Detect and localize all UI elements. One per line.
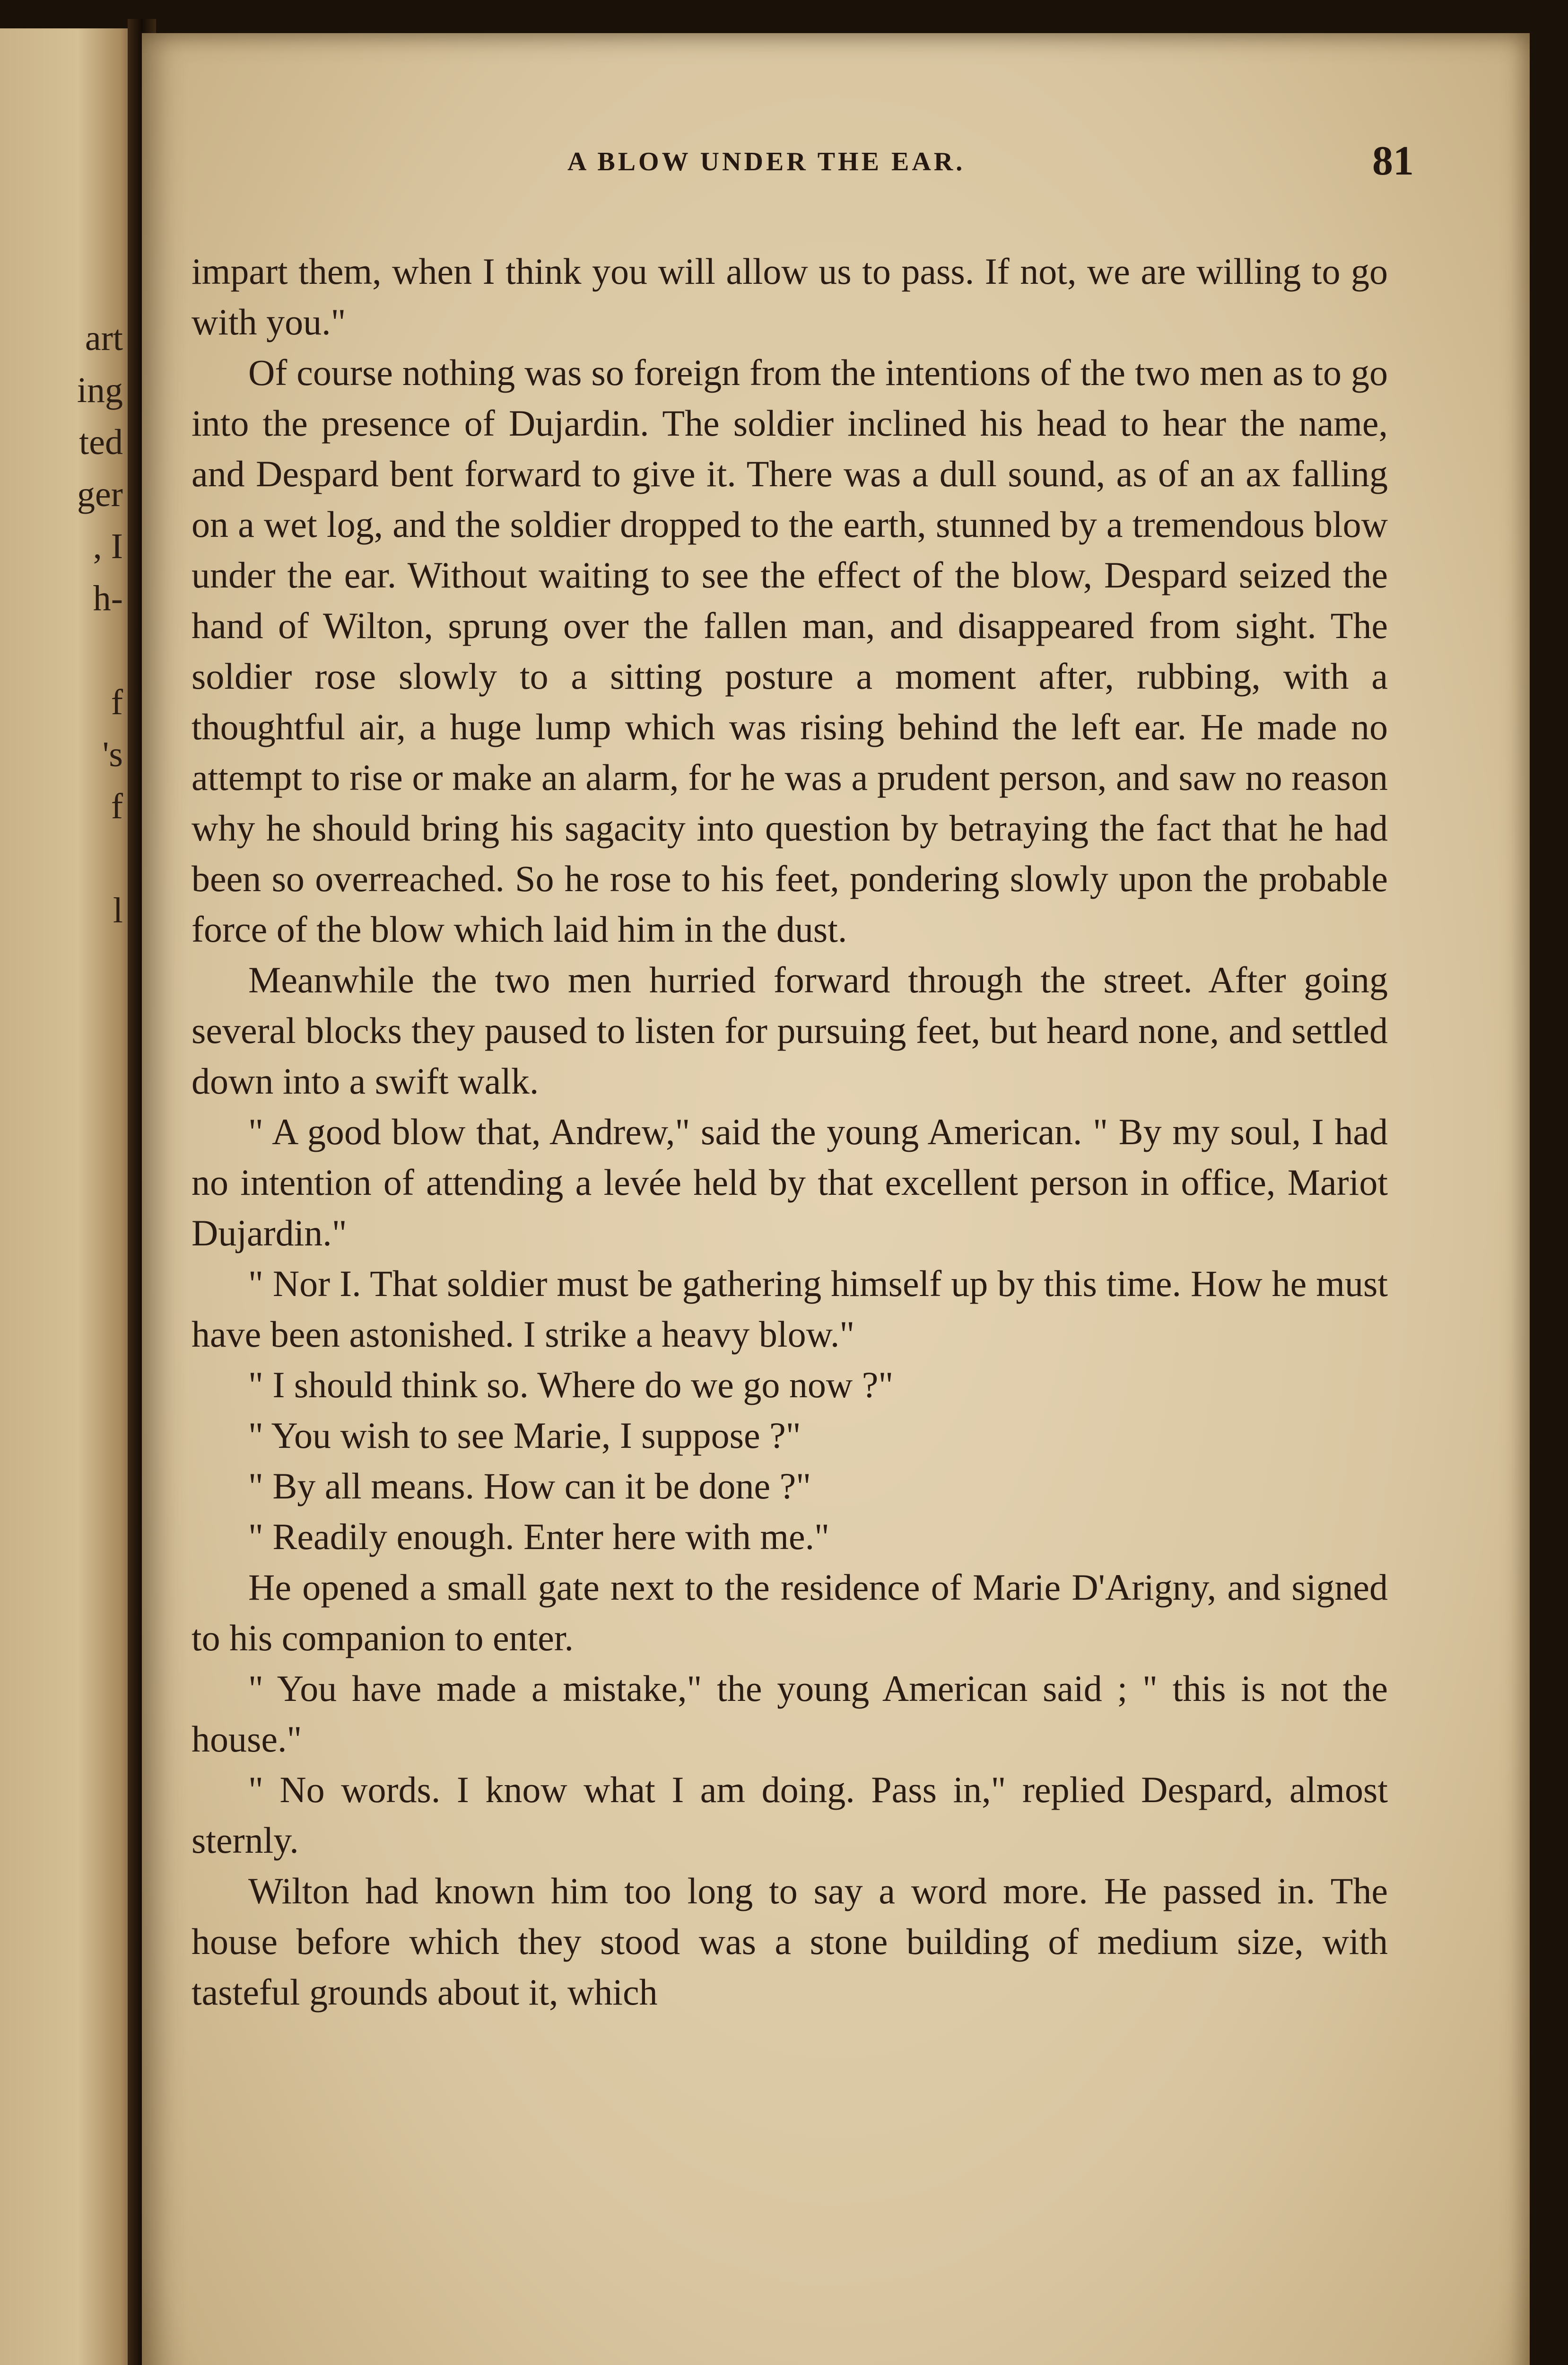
paragraph: " Readily enough. Enter here with me." <box>248 1516 829 1557</box>
body-text <box>192 246 1388 2017</box>
paragraph: He opened a small gate next to the residence of Marie D'Arigny, and signed to his companion to enter. <box>192 1567 1388 1658</box>
paragraph: " Nor I. That soldier must be gathering himself up by this time. How he must have been astonished. I strike a heavy blow." <box>192 1263 1388 1355</box>
paragraph: Wilton had known him too long to say a word more. He passed in. The house before which they stood was a stone building of medium size, with tasteful grounds about it, which <box>192 1870 1388 2013</box>
left-fragment: f <box>111 683 123 722</box>
paragraph: " You have made a mistake," the young American said ; " this is not the house." <box>192 1668 1388 1760</box>
left-page-fragments <box>9 312 123 937</box>
left-fragment: ted <box>79 422 123 462</box>
running-head: A BLOW UNDER THE EAR. <box>567 147 966 176</box>
paragraph: Meanwhile the two men hurried forward through the street. After going several blocks they paused to listen for pursuing feet, but heard none, and settled down into a swift walk. <box>192 959 1388 1102</box>
left-page-edge <box>0 28 142 2365</box>
left-fragment: l <box>113 891 123 930</box>
right-page <box>142 33 1530 2365</box>
paragraph: Of course nothing was so foreign from the intentions of the two men as to go into the presence of Dujardin. The soldier inclined his head to hear the name, and Despard bent forward to give it. There was a dull sound, as of an ax falling on a wet log, and the soldier dropped to the earth, stunned by a tremendous blow under the ear. Without waiting to see the effect of the blow, Despard seized the hand of Wilton, sprung over the fallen man, and disappeared from sight. The soldier rose slowly to a sitting posture a moment after, rubbing, with a thoughtful air, a huge lump which was rising behind the left ear. He made no attempt to rise or make an alarm, for he was a prudent person, and saw no reason why he should bring his sagacity into question by betraying the fact that he had been so overreached. So he rose to his feet, pondering slowly upon the probable force of the blow which laid him in the dust. <box>192 352 1388 950</box>
left-fragment: ing <box>77 370 123 410</box>
paragraph: " I should think so. Where do we go now ?" <box>248 1364 894 1405</box>
page-number: 81 <box>1372 138 1414 184</box>
paragraph: impart them, when I think you will allow us to pass. If not, we are willing to go with you." <box>192 251 1388 342</box>
left-fragment: art <box>85 318 123 358</box>
left-fragment <box>9 832 123 885</box>
page-header <box>142 137 1530 194</box>
paragraph: " You wish to see Marie, I suppose ?" <box>248 1415 801 1456</box>
left-fragment <box>9 624 123 676</box>
left-fragment: , I <box>93 526 123 566</box>
paragraph: " A good blow that, Andrew," said the young American. " By my soul, I had no intention of attending a levée held by that excellent person in office, Mariot Dujardin." <box>192 1111 1388 1253</box>
left-fragment: f <box>111 787 123 826</box>
left-fragment: 's <box>102 735 123 774</box>
left-fragment: h- <box>93 578 123 618</box>
paragraph: " By all means. How can it be done ?" <box>248 1465 811 1507</box>
paragraph: " No words. I know what I am doing. Pass in," replied Despard, almost sternly. <box>192 1769 1388 1861</box>
left-fragment: ger <box>77 474 123 514</box>
